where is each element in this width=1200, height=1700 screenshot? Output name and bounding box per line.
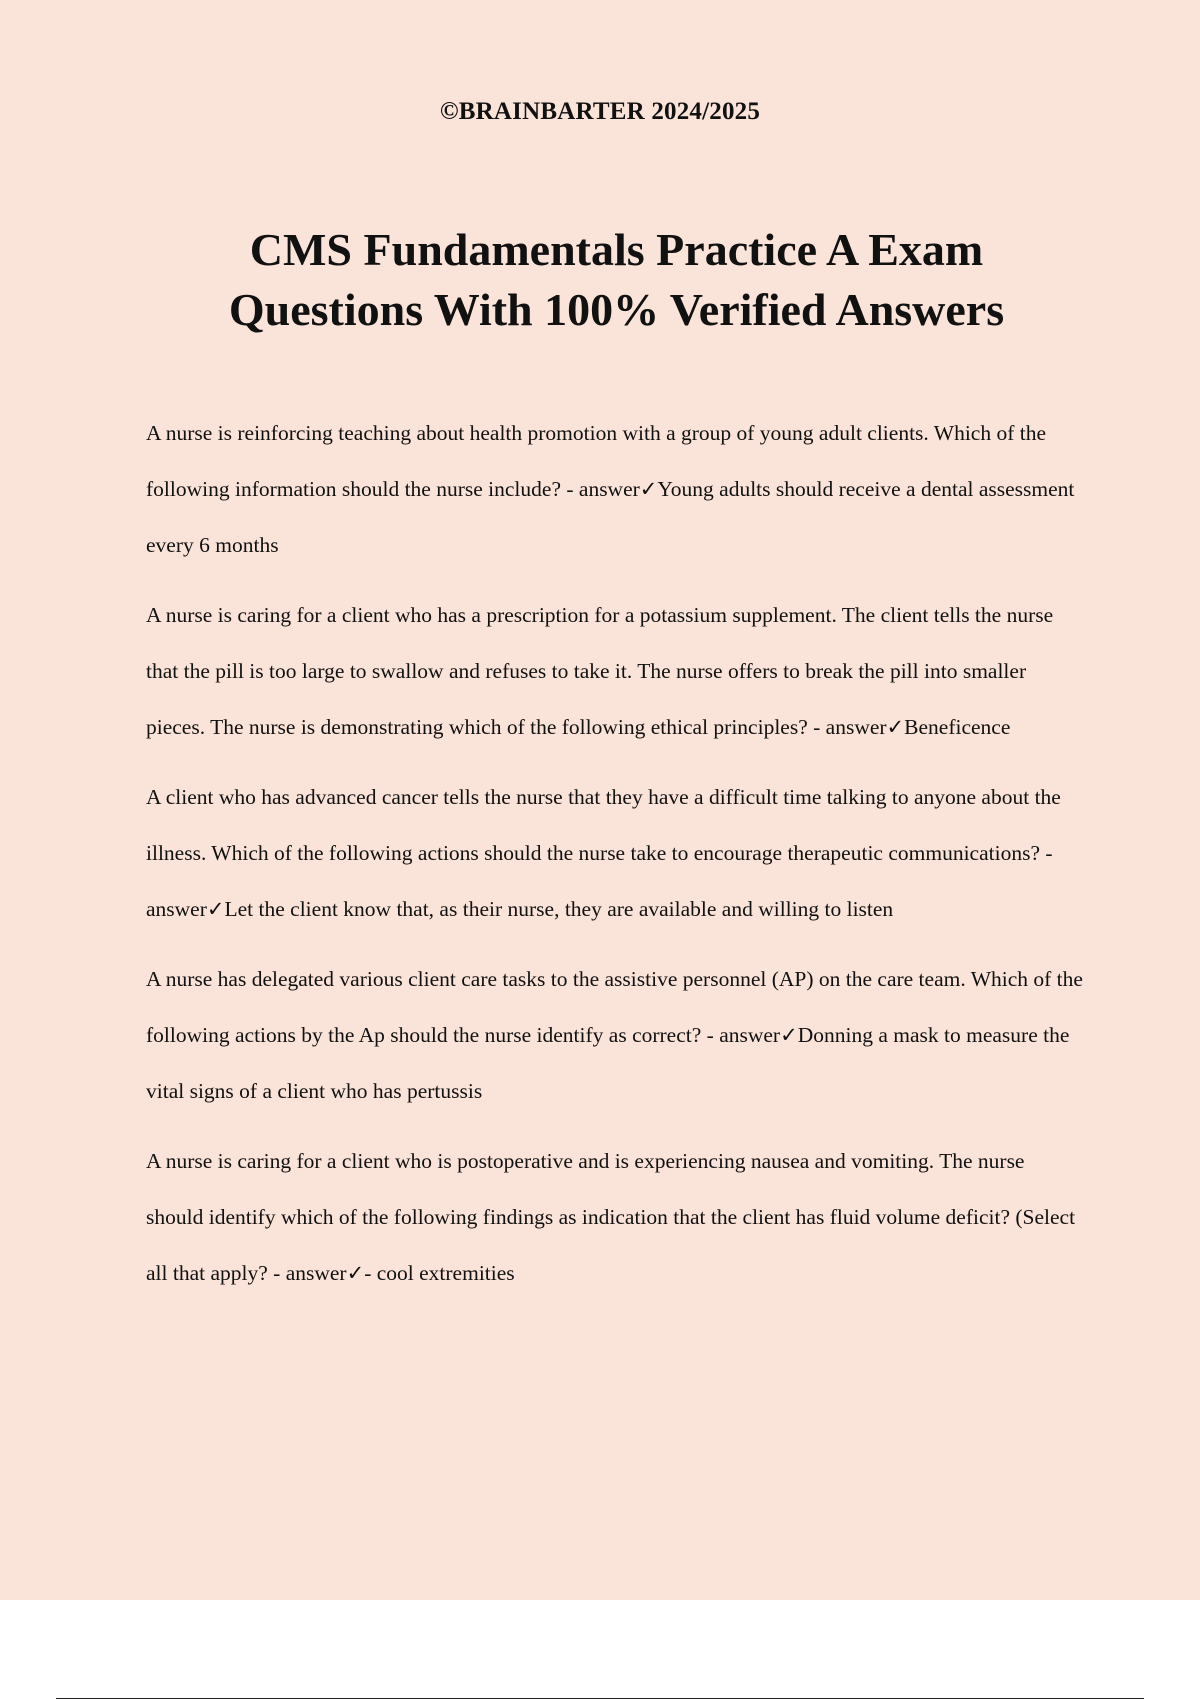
check-icon: ✓ bbox=[780, 1023, 798, 1047]
document-title bbox=[0, 220, 1200, 340]
check-icon: ✓ bbox=[206, 897, 225, 921]
check-icon: ✓ bbox=[346, 1261, 365, 1285]
qa-question-4: A nurse has delegated various client care tasks to the assistive personnel (AP) on the care team. Which of the following actions by the Ap should the nurse identify as correct? - answer bbox=[146, 967, 1083, 1047]
qa-answer-5: - cool extremities bbox=[364, 1261, 515, 1285]
check-icon: ✓ bbox=[639, 477, 658, 501]
qa-answer-4: Donning a mask to measure the vital signs of a client who has pertussis bbox=[146, 1023, 1070, 1103]
qa-answer-3: Let the client know that, as their nurse, they are available and willing to listen bbox=[224, 897, 894, 921]
qa-question-1: A nurse is reinforcing teaching about health promotion with a group of young adult clients. Which of the following information should the nurse include? - answer bbox=[146, 421, 1047, 501]
qa-answer-2: Beneficence bbox=[904, 715, 1011, 739]
qa-item-1 bbox=[146, 405, 1086, 573]
qa-item-5 bbox=[146, 1133, 1086, 1301]
qa-question-3: A client who has advanced cancer tells the nurse that they have a difficult time talking to anyone about the illness. Which of the following actions should the nurse take to encourage therapeutic communications? - answer bbox=[146, 785, 1061, 921]
qa-item-3 bbox=[146, 769, 1086, 937]
qa-answer-1: Young adults should receive a dental assessment every 6 months bbox=[146, 477, 1075, 557]
qa-question-5: A nurse is caring for a client who is postoperative and is experiencing nausea and vomiting. The nurse should identify which of the following findings as indication that the client has fluid volume deficit? (Select all that apply? - answer bbox=[146, 1149, 1076, 1285]
title-line-2: Questions With 100% Verified Answers bbox=[228, 284, 1005, 335]
copyright-header: ©BRAINBARTER 2024/2025 bbox=[439, 98, 761, 125]
qa-question-2: A nurse is caring for a client who has a prescription for a potassium supplement. The client tells the nurse that the pill is too large to swallow and refuses to take it. The nurse offers to break the pill into smaller pieces. The nurse is demonstrating which of the following ethical principles? - answer bbox=[146, 603, 1054, 739]
qa-item-2 bbox=[146, 587, 1086, 755]
check-icon: ✓ bbox=[886, 715, 905, 739]
title-line-1: CMS Fundamentals Practice A Exam bbox=[249, 224, 984, 275]
qa-item-4 bbox=[146, 951, 1086, 1119]
qa-list bbox=[146, 405, 1086, 1315]
footer-divider bbox=[56, 1698, 1144, 1699]
